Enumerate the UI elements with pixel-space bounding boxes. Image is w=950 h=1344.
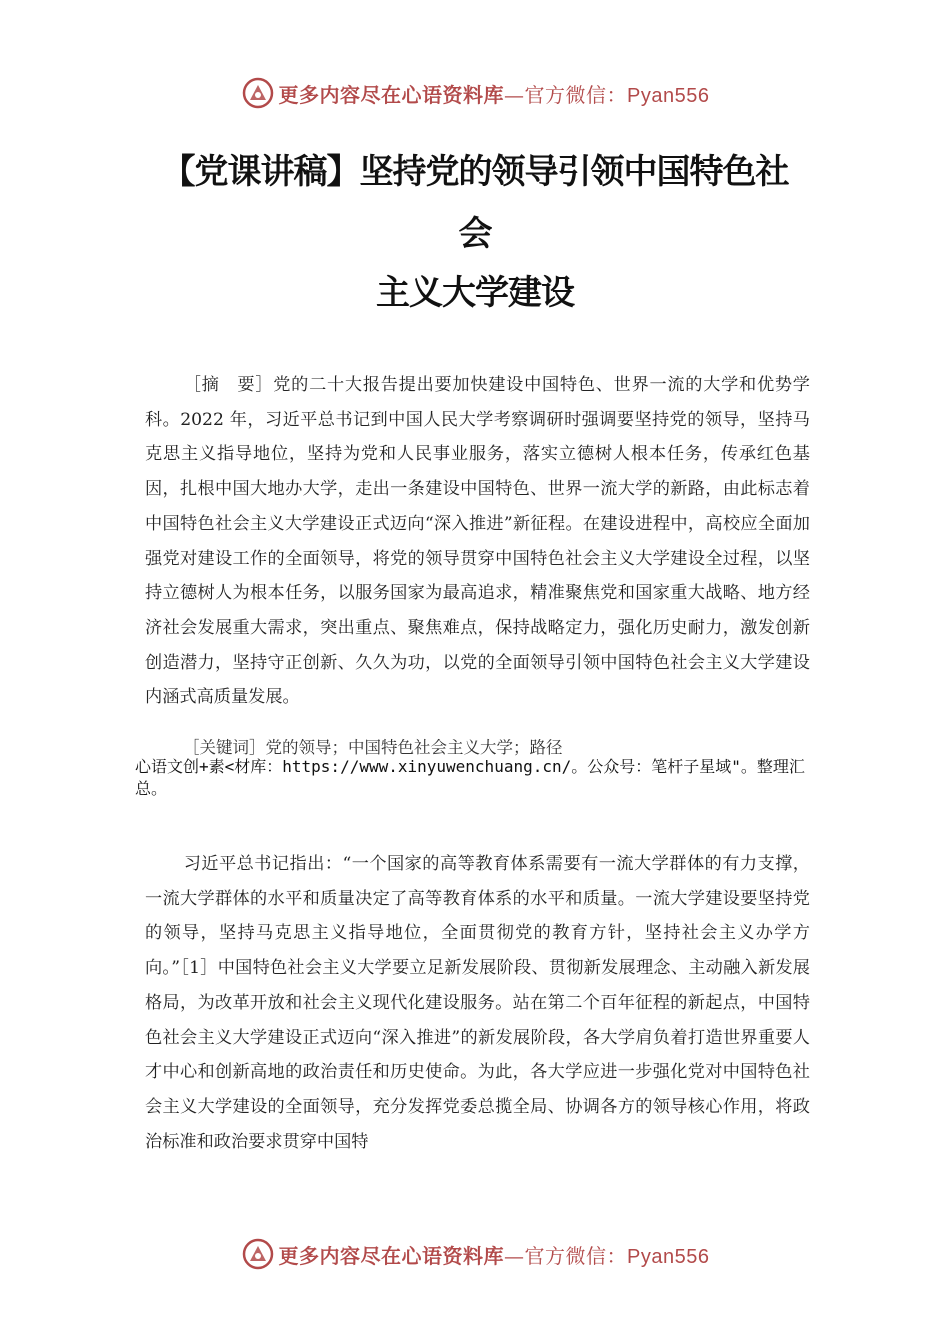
- footer-banner-wechat-label: 官方微信：: [524, 1243, 628, 1268]
- footer-banner-text: [279, 1240, 710, 1269]
- library-logo-icon: [241, 1237, 275, 1271]
- footer-banner-wechat-id: Pyan556: [627, 1245, 710, 1268]
- banner-text: [279, 79, 710, 108]
- footer-banner-separator: —: [504, 1243, 525, 1268]
- keywords-line: ［关键词］党的领导；中国特色社会主义大学；路径: [183, 738, 563, 757]
- library-logo-icon: [241, 76, 275, 110]
- body-paragraph: 习近平总书记指出：“一个国家的高等教育体系需要有一流大学群体的有力支撑，一流大学群体的水平和质量决定了高等教育体系的水平和质量。一流大学建设要坚持党的领导，坚持马克思主义指导地位，全面贯彻党的教育方针，坚持社会主义办学方向。”［1］中国特色社会主义大学要立足新发展阶段、贯彻新发展理念、主动融入新发展格局，为改革开放和社会主义现代化建设服务。站在第二个百年征程的新起点，中国特色社会主义大学建设正式迈向“深入推进”的新发展阶段，各大学肩负着打造世界重要人才中心和创新高地的政治责任和历史使命。为此，各大学应进一步强化党对中国特色社会主义大学建设的全面领导，充分发挥党委总揽全局、协调各方的领导核心作用，将政治标准和政治要求贯穿中国特: [145, 854, 810, 1152]
- document-title-line-3: 主义大学建设: [376, 273, 574, 313]
- footer-banner: [0, 1234, 950, 1274]
- banner-separator: —: [504, 82, 525, 107]
- banner-brand: 更多内容尽在心语资料库: [278, 82, 505, 107]
- banner-wechat-label: 官方微信：: [524, 82, 628, 107]
- document-title-line-2: 会: [458, 214, 492, 254]
- header-banner: [0, 73, 950, 113]
- document-title-line-1: 【党课讲稿】坚持党的领导引领中国特色社: [161, 152, 789, 192]
- banner-wechat-id: Pyan556: [627, 84, 710, 107]
- abstract-paragraph: ［摘 要］党的二十大报告提出要加快建设中国特色、世界一流的大学和优势学科。2022 年，习近平总书记到中国人民大学考察调研时强调要坚持党的领导，坚持马克思主义指导地位，坚持为党和人民事业服务，落实立德树人根本任务，传承红色基因，扎根中国大地办大学，走出一条建设中国特色、世界一流大学的新路，由此标志着中国特色社会主义大学建设正式迈向“深入推进”新征程。在建设进程中，高校应全面加强党对建设工作的全面领导，将党的领导贯穿中国特色社会主义大学建设全过程，以坚持立德树人为根本任务，以服务国家为最高追求，精准聚焦党和国家重大战略、地方经济社会发展重大需求，突出重点、聚焦难点，保持战略定力，强化历史耐力，激发创新创造潜力，坚持守正创新、久久为功，以党的全面领导引领中国特色社会主义大学建设内涵式高质量发展。: [145, 375, 810, 708]
- footer-banner-brand: 更多内容尽在心语资料库: [278, 1243, 505, 1268]
- source-note: 心语文创+素<材库：https://www.xinyuwenchuang.cn/。公众号：笔杆子星域"。整理汇总。: [135, 757, 805, 798]
